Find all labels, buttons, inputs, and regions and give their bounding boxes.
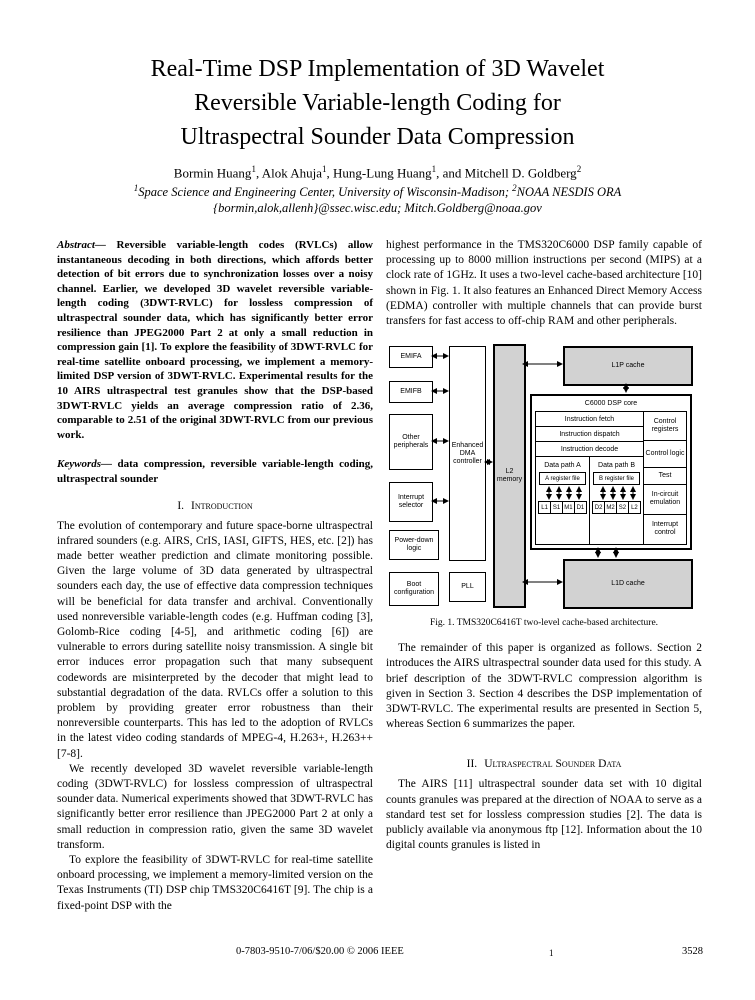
figure-1 xyxy=(386,342,704,610)
keywords-label: Keywords— xyxy=(57,458,118,471)
a-register-file: A register file xyxy=(539,472,586,485)
core-main-area xyxy=(536,412,644,544)
author-line xyxy=(0,161,755,181)
figure-block-emifa xyxy=(389,346,433,368)
label-other-peripherals: Other peripherals xyxy=(393,434,429,450)
affil-text: Space Science and Engineering Center, University of Wisconsin-Madison; xyxy=(138,185,513,200)
label-edma: Enhanced DMA controller xyxy=(451,441,484,465)
label-test: Test xyxy=(644,468,686,485)
section-1-title: Introduction xyxy=(191,499,253,512)
label-emifb: EMIFB xyxy=(400,388,422,396)
section-2-heading xyxy=(386,758,702,770)
label-pll: PLL xyxy=(461,583,474,591)
label-interrupt-selector: Interrupt selector xyxy=(397,494,425,510)
figure-caption: Fig. 1. TMS320C6416T two-level cache-based architecture. xyxy=(429,618,659,629)
title-block xyxy=(0,52,755,216)
figure-block-power-down-logic xyxy=(389,530,439,560)
title-line-1: Real-Time DSP Implementation of 3D Wavelet xyxy=(150,56,605,82)
register-unit-arrows-b xyxy=(597,485,637,501)
author-name: , Alok Ahuja xyxy=(255,165,323,181)
title-line-2: Reversible Variable-length Coding for xyxy=(194,90,561,116)
label-power-down-logic: Power-down logic xyxy=(394,537,434,553)
affil-sup: 1 xyxy=(133,183,139,194)
intro-paragraph-3: To explore the feasibility of 3DWT-RVLC for real-time satellite onboard processing, we implement a memory-limited version on the Texas Instruments (TI) DSP chip TMS320C6416T [9]. The chip is a fixed-point DSP with the xyxy=(57,853,373,912)
functional-units-a xyxy=(538,501,587,514)
footer-center-mark: 1 xyxy=(549,948,554,958)
right-paragraph-3: The AIRS [11] ultraspectral sounder data set with 10 digital counts granules was prepared at the direction of NOAA to serve as a standard test set for lossless compression studies [2]. The data is publicly available via anonymous ftp [12]. Information about the 10 digital counts granules is listed in xyxy=(386,778,702,852)
keywords xyxy=(57,457,373,486)
author-sup: 1 xyxy=(322,164,327,174)
functional-units-b xyxy=(592,501,641,514)
section-2-title: Ultraspectral Sounder Data xyxy=(484,758,622,771)
label-instruction-fetch: Instruction fetch xyxy=(536,412,643,427)
section-1-heading xyxy=(57,500,373,512)
data-paths-area xyxy=(536,457,643,544)
unit-s1: S1 xyxy=(550,501,563,514)
figure-block-pll xyxy=(449,572,486,602)
author-name: , and Mitchell D. Goldberg xyxy=(436,165,577,181)
author-name: , Hung-Lung Huang xyxy=(326,165,432,181)
author-sup: 1 xyxy=(431,164,437,174)
label-control-logic: Control logic xyxy=(644,441,686,469)
copyright-notice: 0-7803-9510-7/06/$20.00 © 2006 IEEE xyxy=(236,946,404,957)
right-column xyxy=(386,238,702,853)
figure-block-boot-configuration xyxy=(389,572,439,606)
abstract xyxy=(57,238,373,442)
paper-title xyxy=(0,52,755,154)
unit-m2: M2 xyxy=(604,501,617,514)
label-data-path-a: Data path A xyxy=(544,462,581,470)
abstract-text: Reversible variable-length codes (RVLCs) allow instantaneous decoding in both directions, which affords better detection of bit errors due to synchronization losses over a noisy channel. Earlier, we developed 3D wavelet reversible variable-length coding (3DWT-RVLC) for lossless compression of ultraspectral sounder data, which has significantly better error resilience than JPEG2000 Part 2 at only a small reduction in compression gain [1]. To explore the feasibility of 3DWT-RVLC for real-time satellite onboard processing, we implement a memory-limited DSP version of 3DWT-RVLC. Experimental results for the 10 AIRS ultraspectral test granules show that the DSP-based 3DWT-RVLC yields an average compression ratio of 2.36, comparable to 2.51 of the original 3DWT-RVLC from our previous work. xyxy=(57,239,373,441)
data-path-b xyxy=(590,457,643,544)
title-line-3: Ultraspectral Sounder Data Compression xyxy=(180,124,575,150)
intro-paragraph-1: The evolution of contemporary and future space-borne ultraspectral infrared sounders (e.g. AIRS, CrIS, IASI, GIFTS, HES, etc. [2]) has made better weather prediction and climate monitoring possible. Given the large volume of 3D data generated by ultraspectral sounders each day, the use of effective data compression techniques will be beneficial for data transfer and archival. Conventionally used nonreversible variable-length codes (e.g. Huffman coding [3], Golomb-Rice coding [4-5], and arithmetic coding [6]) are vulnerable to errors during satellite noisy transmission. A single bit error induces error propagation such that many subsequent codewords are misinterpreted by the decoder that might lead to substantial degradation of the data. RVLCs offer a solution to this problem by providing greater error robustness than their nonreversible counterparts. This has led to the adoption of RVLCs in the latest video coding standards of MPEG-4, H.263+, H.263++ [7-8]. xyxy=(57,519,373,760)
label-in-circuit-emulation: In-circuit emulation xyxy=(644,485,686,515)
affil-text: NOAA NESDIS ORA xyxy=(516,185,622,200)
section-1-number: I. xyxy=(177,499,185,512)
keywords-text: data compression, reversible variable-length coding, ultraspectral sounder xyxy=(57,458,374,485)
label-boot-configuration: Boot configuration xyxy=(393,581,435,597)
figure-block-l2-memory xyxy=(493,344,526,608)
data-path-a xyxy=(536,457,590,544)
page-footer xyxy=(0,946,755,966)
affil-sup: 2 xyxy=(512,183,517,194)
right-paragraph-1: highest performance in the TMS320C6000 DSP family capable of processing up to 8000 million instructions per second (MIPS) at a clock rate of 1GHz. It uses a two-level cache-based architecture [10] shown in Fig. 1. It also features an Enhanced Direct Memory Access (EDMA) controller with multiple channels that can provide burst transfers for fast access to off-chip RAM and other peripherals. xyxy=(386,239,702,328)
unit-l2u: L2 xyxy=(628,501,641,514)
author-sup: 1 xyxy=(251,164,256,174)
label-data-path-b: Data path B xyxy=(598,462,635,470)
label-l1d-cache: L1D cache xyxy=(611,580,645,588)
label-emifa: EMIFA xyxy=(400,353,422,361)
author-name: Bormin Huang xyxy=(173,165,252,181)
register-unit-arrows-a xyxy=(543,485,583,501)
right-paragraph-2: The remainder of this paper is organized as follows. Section 2 introduces the AIRS ultraspectral sounder data used for this study. A brief description of the 3DWT-RVLC compression algorithm is given in Section 3. Section 4 describes the DSP implementation of 3DWT-RVLC. The experimental results are presented in Section 5, whereas Section 6 summarizes the paper. xyxy=(386,642,702,731)
figure-block-l1d-cache xyxy=(563,559,693,609)
core-side-column xyxy=(644,412,686,544)
label-l2-memory: L2 memory xyxy=(496,468,523,484)
figure-block-dsp-core xyxy=(530,394,692,550)
intro-paragraph-2: We recently developed 3D wavelet reversible variable-length coding (3DWT-RVLC) for lossless compression of ultraspectral sounder data. Numerical experiments showed that 3DWT-RVLC has significantly better error resilience than JPEG2000 Part 2 at only a small reduction in compression ratio, given the same 3D wavelet transform. xyxy=(57,762,373,851)
page-number: 3528 xyxy=(682,946,703,957)
figure-block-emifb xyxy=(389,381,433,403)
unit-d1: D1 xyxy=(574,501,587,514)
label-l1p-cache: L1P cache xyxy=(611,362,645,370)
email-line xyxy=(0,201,755,217)
unit-m1: M1 xyxy=(562,501,575,514)
label-interrupt-control: Interrupt control xyxy=(651,521,679,537)
b-register-file: B register file xyxy=(593,472,640,485)
label-core-title: C6000 DSP core xyxy=(584,399,638,407)
figure-block-l1p-cache xyxy=(563,346,693,386)
label-control-registers: Control registers xyxy=(644,412,686,441)
label-instruction-decode: Instruction decode xyxy=(536,442,643,457)
author-sup: 2 xyxy=(576,164,582,174)
unit-s2: S2 xyxy=(616,501,629,514)
email-text: {bormin,alok,allenh}@ssec.wisc.edu; Mitch.Goldberg@noaa.gov xyxy=(213,200,542,215)
figure-block-interrupt-selector xyxy=(389,482,433,522)
core-inner-box xyxy=(535,411,687,545)
unit-l1: L1 xyxy=(538,501,551,514)
label-instruction-dispatch: Instruction dispatch xyxy=(536,427,643,442)
affiliation-line xyxy=(0,181,755,201)
figure-block-other-peripherals xyxy=(389,414,433,470)
left-column xyxy=(57,238,373,914)
abstract-label: Abstract— xyxy=(57,239,117,251)
figure-block-edma-controller xyxy=(449,346,486,561)
section-2-number: II. xyxy=(466,758,478,771)
unit-d2: D2 xyxy=(592,501,605,514)
